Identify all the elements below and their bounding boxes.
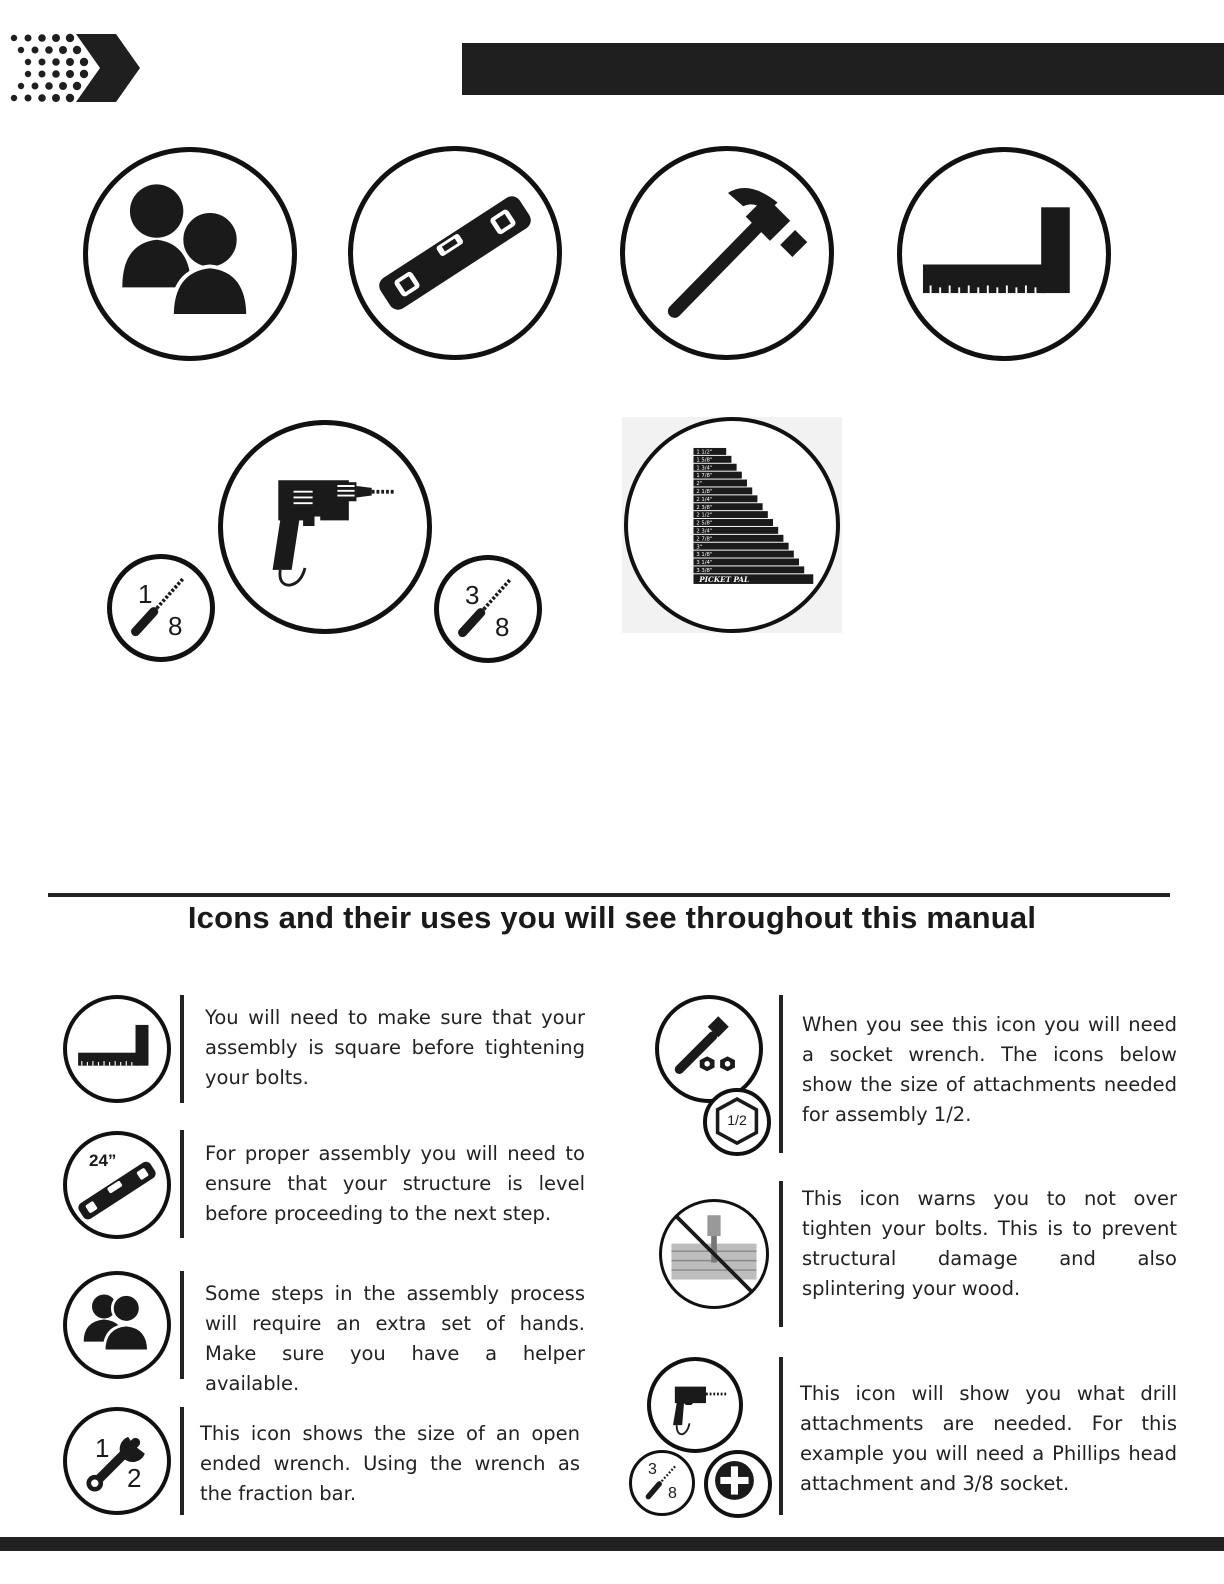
gauge-step-label: 1 7/8" [696, 473, 713, 480]
wrench-icon [63, 1407, 171, 1515]
hammer-icon [620, 146, 834, 360]
picket-gauge-graphic [628, 421, 836, 629]
socket-wrench-icon [655, 995, 763, 1103]
drill-description: This icon will show you what drill attachments are needed. For this example you will need a Phillips head attachment and 3/8 socket. [800, 1382, 1177, 1495]
gauge-step-label: 2 1/2" [696, 512, 713, 519]
gauge-brand-label: PICKET PAL [699, 575, 750, 585]
wrench-denominator: 2 [127, 1463, 142, 1493]
dotted-chevron-logo-icon [6, 30, 146, 106]
divider [180, 995, 184, 1103]
gauge-step-label: 2 1/8" [696, 489, 713, 496]
section-rule [48, 893, 1170, 897]
gauge-step [693, 543, 788, 550]
header-bar [462, 43, 1224, 95]
square-description: You will need to make sure that your assembly is square before tightening your bolts. [205, 1006, 585, 1089]
divider [180, 1271, 184, 1379]
gauge-step-label: 3 1/4" [696, 560, 713, 567]
overtighten-description: This icon warns you to not over tighten your bolts. This is to prevent structural damage and also splintering your wood. [802, 1187, 1177, 1300]
divider [779, 1357, 783, 1515]
socket-size-icon [703, 1088, 771, 1156]
gauge-step-label: 3 3/8" [696, 567, 713, 574]
helpers-icon [63, 1271, 171, 1379]
gauge-step-label: 2 5/8" [696, 520, 713, 527]
wrench-description: This icon shows the size of an open ended wrench. Using the wrench as the fraction bar. [200, 1422, 580, 1505]
wrench-numerator: 1 [95, 1433, 110, 1463]
gauge-step-label: 2 1/4" [696, 496, 713, 503]
gauge-step-label: 2" [696, 481, 703, 488]
drill-bit-icon [629, 1450, 695, 1516]
divider [779, 1181, 783, 1327]
divider [779, 995, 783, 1153]
drill-bit-denominator: 8 [668, 1485, 677, 1502]
drill-bit-numerator: 3 [465, 580, 480, 610]
footer-bar [0, 1537, 1224, 1551]
gauge-step-label: 2 3/8" [696, 504, 713, 511]
level-icon [348, 146, 562, 360]
drill-icon [218, 420, 432, 634]
square-ruler-icon [63, 995, 171, 1103]
drill-bit-numerator: 1 [138, 579, 153, 609]
gauge-step-label: 3 1/8" [696, 552, 713, 559]
drill-bit-denominator: 8 [495, 612, 510, 642]
no-overtighten-icon [659, 1199, 769, 1309]
gauge-step-label: 2 7/8" [696, 536, 713, 543]
socket-size-label: 1/2 [727, 1112, 747, 1128]
level-length-badge: 24” [89, 1151, 117, 1170]
drill-bit-icon [107, 554, 215, 662]
gauge-step-label: 1 3/4" [696, 465, 713, 472]
divider [180, 1407, 184, 1515]
gauge-step-label: 1 1/2" [696, 449, 713, 456]
drill-bit-icon [434, 555, 542, 663]
drill-bit-denominator: 8 [168, 611, 183, 641]
square-ruler-icon [897, 147, 1111, 361]
helpers-description: Some steps in the assembly process will require an extra set of hands. Make sure you have a helper available. [205, 1282, 585, 1395]
socket-description: When you see this icon you will need a socket wrench. The icons below show the size of attachments needed for assembly 1/2. [802, 1013, 1177, 1126]
gauge-step-label: 1 5/8" [696, 457, 713, 464]
gauge-step-label: 2 3/4" [696, 528, 713, 535]
section-title: Icons and their uses you will see throughout this manual [187, 900, 1037, 935]
drill-bit-numerator: 3 [648, 1461, 657, 1478]
level-icon [63, 1131, 171, 1239]
phillips-head-icon [704, 1450, 772, 1518]
gauge-step-label: 3" [696, 544, 703, 551]
picket-gauge-icon [622, 417, 842, 633]
level-description: For proper assembly you will need to ensure that your structure is level before proceeding to the next step. [205, 1142, 585, 1225]
divider [180, 1130, 184, 1238]
drill-icon [647, 1357, 743, 1453]
helpers-icon [83, 147, 297, 361]
